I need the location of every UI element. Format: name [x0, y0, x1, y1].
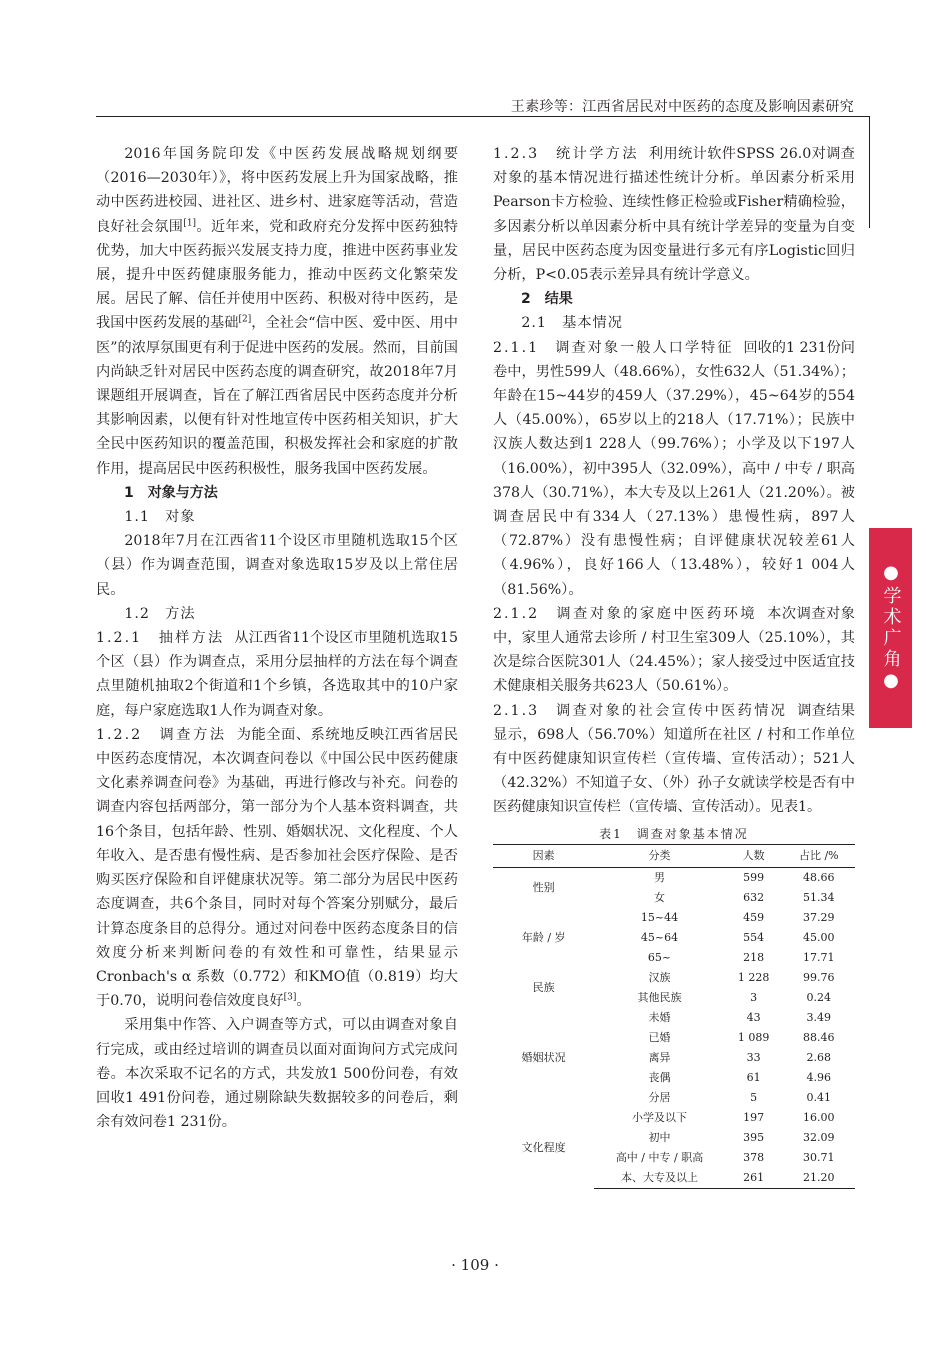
paragraph-2-1-3 [493, 699, 855, 820]
cell-count: 395 [743, 1130, 765, 1144]
cell-percent: 37.29 [803, 910, 835, 924]
text-1-2-3: 利用统计软件SPSS 26.0对调查对象的基本情况进行描述性统计分析。单因素分析采用Pearson卡方检验、连续性修正检验或Fisher精确检验，多因素分析以单因素分析中具有统计学差异的变量为自变量，居民中医药态度为因变量进行多元有序Logistic回归分析，P<0.05表示差异具有统计学意义。 [493, 146, 855, 284]
text-1-2-2-end: 。 [296, 993, 311, 1010]
cell-category: 离异 [648, 1050, 671, 1064]
paragraph-2-1-1 [493, 336, 855, 602]
label-2-1-2: 2.1.2 调查对象的家庭中医药环境 [493, 605, 758, 622]
text-2-1-1: 回收的1 231份问卷中，男性599人（48.66%），女性632人（51.34%）；年龄在15~44岁的459人（37.29%），45~64岁的554人（45.00%），65岁以上的218人（17.71%）；民族中汉族人数达到1 228人（99.76%）；小学及以下197人（16.00%），初中395人（32.09%），高中 / 中专 / 职高378人（30.71%），本大专及以上261人（21.20%）。被调查居民中有334人（27.13%）患慢性病，897人（72.87%）没有患慢性病；自评健康状况较差61人（4.96%），良好166人（13.48%），较好1 004人（81.56%）。 [493, 339, 855, 598]
table-row [493, 908, 855, 928]
right-column [493, 142, 855, 1189]
section-heading-1: 1 对象与方法 [124, 484, 218, 501]
cell-percent: 48.66 [803, 870, 835, 884]
cell-category: 本、大专及以上 [594, 1168, 724, 1189]
text-1-2-1: 从江西省11个设区市里随机选取15个区（县）作为调查点，采用分层抽样的方法在每个调查点里随机抽取2个街道和1个乡镇，各选取其中的10户家庭，每户家庭选取1人作为调查对象。 [96, 630, 458, 719]
demographics-table [493, 844, 855, 1189]
cell-count: 632 [743, 890, 765, 904]
cell-category: 小学及以下 [632, 1110, 688, 1124]
cell-category: 丧偶 [648, 1070, 671, 1084]
cell-factor: 文化程度 [521, 1140, 566, 1154]
paragraph-2-1-2 [493, 602, 855, 699]
cell-count: 218 [743, 950, 765, 964]
table-row [493, 1108, 855, 1128]
cell-count: 43 [746, 1010, 761, 1024]
cell-factor: 年龄 / 岁 [521, 930, 566, 944]
cell-count: 378 [743, 1150, 765, 1164]
cell-category: 45~64 [640, 930, 679, 944]
text-1-2-2: 为能全面、系统地反映江西省居民中医药态度情况，本次调查问卷以《中国公民中医药健康文化素养调查问卷》为基础，再进行修改与补充。问卷的调查内容包括两部分，第一部分为个人基本资料调查，共16个条目，包括年龄、性别、婚姻状况、文化程度、个人年收入、是否患有慢性病、是否参加社会医疗保险、是否购买医疗保险和自评健康状况等。第二部分为居民中医药态度调查，共6个条目，同时对每个答案分别赋分，最后计算态度条目的总得分。通过对问卷中医药态度条目的信效度分析来判断问卷的有效性和可靠性，结果显示Cronbach's α 系数（0.772）和KMO值（0.819）均大于0.70，说明问卷信效度良好 [96, 726, 458, 1010]
intro-paragraph [96, 142, 458, 481]
cell-percent: 4.96 [806, 1070, 832, 1084]
cell-percent: 2.68 [806, 1050, 832, 1064]
label-2-1-1: 2.1.1 调查对象一般人口学特征 [493, 339, 734, 356]
cell-category: 高中 / 中专 / 职高 [615, 1150, 704, 1164]
section-heading-2: 2 结果 [521, 291, 573, 308]
citation-3: [3] [283, 992, 297, 1003]
cell-count: 599 [743, 870, 765, 884]
section-side-tab [869, 528, 912, 728]
cell-category: 未婚 [648, 1010, 671, 1024]
label-1-2-1: 1.2.1 抽样方法 [96, 630, 225, 647]
paragraph-collection: 采用集中作答、入户调查等方式，可以由调查对象自行完成，或由经过培训的调查员以面对面询问方式完成问卷。本次采取不记名的方式，共发放1 500份问卷，有效回收1 491份问卷，通过剔除缺失数据较多的问卷后，剩余有效问卷1 231份。 [96, 1017, 458, 1131]
intro-text-2: 。近年来，党和政府充分发挥中医药独特优势，加大中医药振兴发展支持力度，推进中医药事业发展，提升中医药健康服务能力，推动中医药文化繁荣发展。居民了解、信任并使用中医药、积极对待中医药，是我国中医药发展的基础 [96, 218, 458, 332]
cell-count: 61 [746, 1070, 761, 1084]
cell-category: 分居 [648, 1090, 671, 1104]
cell-count: 33 [746, 1050, 761, 1064]
header-percent: 占比 /% [783, 844, 855, 867]
cell-factor: 性别 [532, 880, 555, 894]
paragraph-1-2-1 [96, 626, 458, 723]
running-header: 王素珍等：江西省居民对中医药的态度及影响因素研究 [510, 99, 854, 115]
subsection-2-1: 2.1 基本情况 [521, 315, 623, 332]
label-1-2-3: 1.2.3 统计学方法 [493, 146, 639, 162]
cell-percent: 0.41 [806, 1090, 832, 1104]
cell-percent: 32.09 [803, 1130, 835, 1144]
header-rule [96, 116, 870, 117]
intro-text-3: ，全社会“信中医、爱中医、用中医”的浓厚氛围更有利于促进中医药的发展。然而，目前国内尚缺乏针对居民中医药态度的调查研究，故2018年7月课题组开展调查，旨在了解江西省居民中医药态度并分析其影响因素，以便有针对性地宣传中医药相关知识，扩大全民中医药知识的覆盖范围，积极发挥社会和家庭的扩散作用，提高居民中医药积极性，服务我国中医药发展。 [96, 315, 458, 477]
table-row [493, 968, 855, 988]
cell-percent: 17.71 [803, 950, 835, 964]
cell-factor: 民族 [532, 980, 555, 994]
table-header-row [493, 844, 855, 867]
header-category: 分类 [594, 844, 724, 867]
cell-percent: 21.20 [783, 1168, 855, 1189]
left-column [96, 142, 458, 1134]
cell-percent: 3.49 [806, 1010, 832, 1024]
side-tab-label: ●学术广角● [880, 562, 902, 694]
subsection-1-1: 1.1 对象 [124, 509, 196, 526]
cell-category: 其他民族 [637, 990, 682, 1004]
table-row [493, 867, 855, 888]
text-2-1-3: 调查结果显示，698人（56.70%）知道所在社区 / 村和工作单位有中医药健康知识宣传栏（宣传墙、宣传活动）；521人（42.32%）不知道子女、（外）孙子女就读学校是否有中医药健康知识宣传栏（宣传墙、宣传活动）。见表1。 [493, 702, 855, 816]
cell-percent: 51.34 [803, 890, 835, 904]
cell-category: 汉族 [648, 970, 671, 984]
cell-percent: 16.00 [803, 1110, 835, 1124]
cell-percent: 45.00 [803, 930, 835, 944]
cell-factor: 婚姻状况 [521, 1050, 566, 1064]
table-row [493, 1008, 855, 1028]
intro-text-1: 2016年国务院印发《中医药发展战略规划纲要（2016—2030年）》，将中医药发展上升为国家战略，推动中医药进校园、进社区、进乡村、进家庭等活动，营造良好社会氛围 [96, 146, 458, 235]
cell-percent: 88.46 [803, 1030, 835, 1044]
cell-count: 459 [743, 910, 765, 924]
cell-category: 15~44 [640, 910, 679, 924]
table-body [493, 867, 855, 1188]
subsection-1-2: 1.2 方法 [124, 605, 196, 622]
cell-count: 1 089 [737, 1030, 770, 1044]
cell-count: 554 [743, 930, 765, 944]
cell-count: 3 [750, 990, 758, 1004]
table-caption: 表1 调查对象基本情况 [599, 826, 749, 841]
page-number: · 109 · [451, 1256, 499, 1274]
header-count: 人数 [725, 844, 783, 867]
cell-count: 197 [743, 1110, 765, 1124]
cell-count: 5 [750, 1090, 758, 1104]
cell-count: 261 [725, 1168, 783, 1189]
label-1-2-2: 1.2.2 调查方法 [96, 726, 227, 743]
citation-2: [2] [238, 314, 252, 325]
cell-category: 男 [654, 870, 666, 884]
header-corner-rule [869, 116, 870, 228]
text-2-1-2: 本次调查对象中，家里人通常去诊所 / 村卫生室309人（25.10%），其次是综合医院301人（24.45%）；家人接受过中医适宜技术健康相关服务共623人（50.61%）。 [493, 605, 855, 695]
paragraph-1-2-3 [493, 142, 855, 287]
paragraph-1-1: 2018年7月在江西省11个设区市里随机选取15个区（县）作为调查范围，调查对象选取15岁及以上常住居民。 [96, 533, 458, 598]
cell-category: 女 [654, 890, 666, 904]
header-factor: 因素 [493, 844, 594, 867]
cell-percent: 99.76 [803, 970, 835, 984]
cell-category: 已婚 [648, 1030, 671, 1044]
cell-percent: 0.24 [806, 990, 832, 1004]
citation-1: [1] [183, 217, 197, 228]
cell-category: 65~ [647, 950, 672, 964]
paragraph-1-2-2 [96, 723, 458, 1013]
label-2-1-3: 2.1.3 调查对象的社会宣传中医药情况 [493, 702, 788, 719]
cell-category: 初中 [648, 1130, 671, 1144]
cell-count: 1 228 [737, 970, 770, 984]
cell-percent: 30.71 [803, 1150, 835, 1164]
